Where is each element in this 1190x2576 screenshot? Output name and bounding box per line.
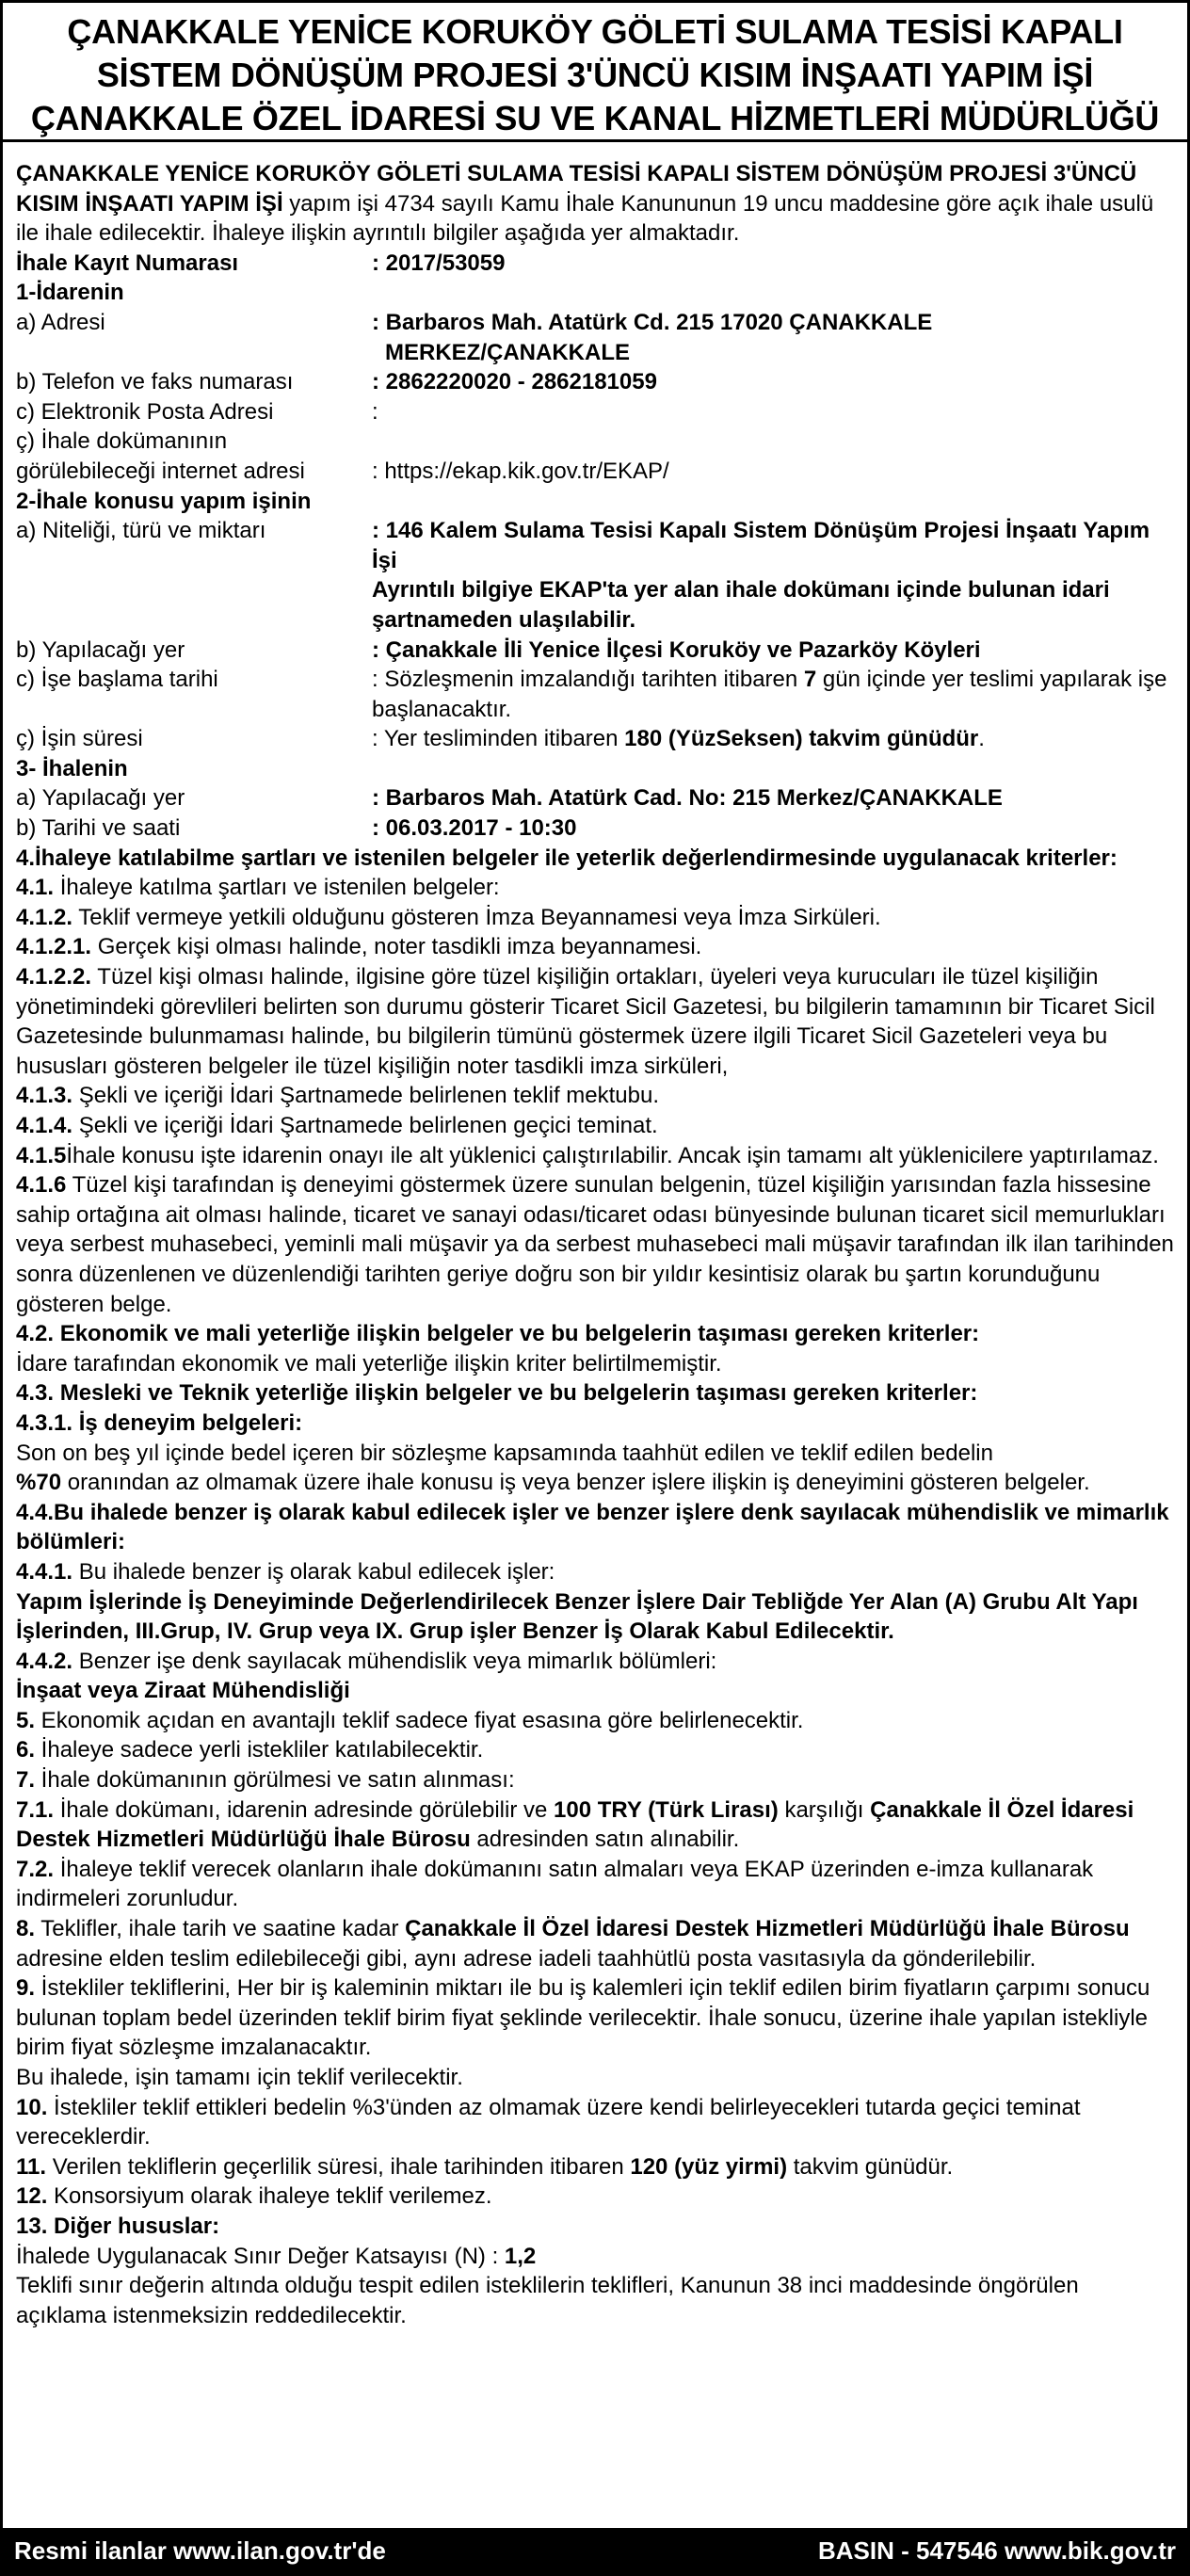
- s1-web-label: görülebileceği internet adresi: [16, 458, 305, 484]
- item-4-4-title: 4.4.Bu ihalede benzer iş olarak kabul edilecek işler ve benzer işlere denk sayılacak mühendislik ve mimarlık bölümleri:: [16, 1499, 1169, 1555]
- item-4-4-1-text: Bu ihalede benzer iş olarak kabul edilecek işler:: [72, 1558, 555, 1585]
- item-4-4-2: [16, 1647, 1174, 1677]
- item-4-1-num: 4.1.: [16, 875, 55, 901]
- item-7-1-text-3: adresinden satın alınabilir.: [470, 1827, 740, 1853]
- item-4-2-title: 4.2. Ekonomik ve mali yeterliğe ilişkin belgeler ve bu belgelerin taşıması gereken kriterler:: [16, 1321, 980, 1347]
- announcement-footer: [3, 2528, 1187, 2573]
- s1-email-label: c) Elektronik Posta Adresi: [16, 398, 274, 425]
- item-4-1-6: [16, 1170, 1174, 1319]
- item-11-days: 120 (yüz yirmi): [630, 2153, 788, 2180]
- s2-start-value-days: 7: [803, 667, 817, 693]
- item-8-office: Çanakkale İl Özel İdaresi Destek Hizmetleri Müdürlüğü İhale Bürosu: [405, 1916, 1130, 1942]
- item-4-4-2-num: 4.4.2.: [16, 1648, 73, 1674]
- item-4-3-1-text-2: [16, 1468, 1174, 1498]
- s1-web-value: : https://ekap.kik.gov.tr/EKAP/: [372, 458, 669, 484]
- item-4-4-1-num: 4.4.1.: [16, 1558, 73, 1585]
- s3-place-label: a) Yapılacağı yer: [16, 785, 185, 812]
- item-4-1-2-1-num: 4.1.2.1.: [16, 934, 92, 960]
- item-9: [16, 1973, 1174, 2063]
- item-4-1-2-text: Teklif vermeye yetkili olduğunu gösteren İmza Beyannamesi veya İmza Sirküleri.: [72, 904, 881, 930]
- item-4-1-4-text: Şekli ve içeriği İdari Şartnamede belirlenen geçici teminat.: [72, 1113, 658, 1138]
- announcement-header: [3, 3, 1187, 142]
- item-13-line-1: [16, 2242, 1174, 2272]
- s2-duration-value-post: .: [978, 726, 985, 752]
- section-2-title: 2-İhale konusu yapım işinin: [16, 488, 312, 514]
- item-5-num: 5.: [16, 1707, 36, 1733]
- item-4-1-2-2-text: Tüzel kişi olması halinde, ilgisine göre tüzel kişiliğin ortakları, üyeleri veya kurucuları ile tüzel kişiliğin yönetimindeki görevlileri belirten son durumu gösterir Ticaret Sicil Gazetesi, bu bilgilerin tamamının bir Ticaret Sicil Gazetesinde bulunmaması halinde, bu bilgilerin tümünü göstermek üzere ilgili Ticaret Sicil Gazeteleri veya bu hususları gösteren belgeler ile tüzel kişiliğin noter tasdikli imza sirküleri,: [16, 964, 1155, 1079]
- s1-phone-label: b) Telefon ve faks numarası: [16, 369, 294, 395]
- s2-nature-value-2: Ayrıntılı bilgiye EKAP'ta yer alan ihale dokümanı içinde bulunan idari şartnameden ulaşılabilir.: [372, 577, 1110, 633]
- s3-date-value: : 06.03.2017 - 10:30: [372, 815, 577, 842]
- item-13-title: 13. Diğer hususlar:: [16, 2213, 220, 2239]
- item-10-text: İstekliler teklif ettikleri bedelin %3'ünden az olmamak üzere kendi belirleyecekleri tutarda geçici teminat vereceklerdir.: [16, 2094, 1081, 2150]
- item-4-3-1-text: Son on beş yıl içinde bedel içeren bir sözleşme kapsamında taahhüt edilen ve teklif edilen bedelin: [16, 1440, 993, 1466]
- s1-address-row: [16, 308, 1174, 367]
- item-7-1-text-1: İhale dokümanı, idarenin adresinde görülebilir ve: [54, 1796, 555, 1823]
- item-4-1-3: [16, 1081, 1174, 1111]
- item-8-num: 8.: [16, 1916, 36, 1942]
- item-7-1-price: 100 TRY (Türk Lirası): [554, 1796, 779, 1823]
- s2-place-label: b) Yapılacağı yer: [16, 636, 185, 663]
- section-3-title: 3- İhalenin: [16, 755, 128, 781]
- s2-nature-label: a) Niteliği, türü ve miktarı: [16, 518, 266, 544]
- intro-title: ÇANAKKALE YENİCE KORUKÖY GÖLETİ SULAMA TESİSİ KAPALI SİSTEM DÖNÜŞÜM PROJESİ 3'ÜNCÜ KISIM İNŞAATI YAPIM İŞİ: [16, 161, 1137, 217]
- announcement-body: [3, 142, 1187, 2330]
- s1-phone-value: : 2862220020 - 2862181059: [372, 369, 657, 395]
- s1-address-value-1: : Barbaros Mah. Atatürk Cd. 215 17020 ÇANAKKALE: [372, 309, 933, 335]
- s1-email-row: [16, 397, 1174, 427]
- s1-address-label: a) Adresi: [16, 309, 105, 335]
- footer-left-text: Resmi ilanlar www.ilan.gov.tr'de: [14, 2536, 386, 2565]
- item-11-num: 11.: [16, 2153, 47, 2180]
- section-4-title: 4.İhaleye katılabilme şartları ve istenilen belgeler ile yeterlik değerlendirmesinde uygulanacak kriterler:: [16, 845, 1118, 871]
- item-9-num: 9.: [16, 1975, 36, 2002]
- item-7-1-num: 7.1.: [16, 1796, 55, 1823]
- item-7-1: [16, 1795, 1174, 1855]
- item-6-text: İhaleye sadece yerli istekliler katılabilecektir.: [35, 1737, 484, 1763]
- item-4-1-3-num: 4.1.3.: [16, 1083, 73, 1109]
- item-11-text-2: takvim günüdür.: [787, 2153, 954, 2180]
- item-10: [16, 2093, 1174, 2152]
- item-12-num: 12.: [16, 2183, 48, 2210]
- item-4-1-6-num: 4.1.6: [16, 1172, 67, 1199]
- item-12-text: Konsorsiyum olarak ihaleye teklif verilemez.: [47, 2183, 492, 2210]
- item-4-4-1: [16, 1557, 1174, 1587]
- s2-start-value-pre: : Sözleşmenin imzalandığı tarihten itibaren: [372, 667, 804, 693]
- s3-date-label: b) Tarihi ve saati: [16, 815, 181, 842]
- item-4-1-2-2-num: 4.1.2.2.: [16, 964, 92, 990]
- header-line-1: ÇANAKKALE YENİCE KORUKÖY GÖLETİ SULAMA TESİSİ KAPALI: [67, 12, 1123, 51]
- item-4-1-2-1: [16, 932, 1174, 962]
- item-4-3-1-rest: oranından az olmamak üzere ihale konusu iş veya benzer işlere ilişkin iş deneyimini gösteren belgeler.: [61, 1470, 1090, 1496]
- s2-duration-label: ç) İşin süresi: [16, 726, 143, 752]
- item-4-4-1-detail: Yapım İşlerinde İş Deneyiminde Değerlendirilecek Benzer İşlere Dair Tebliğde Yer Alan (A) Grubu Alt Yapı İşlerinden, III.Grup, IV. Grup veya IX. Grup işler Benzer İş Olarak Kabul Edilecektir.: [16, 1588, 1138, 1645]
- item-4-4-2-detail: İnşaat veya Ziraat Mühendisliği: [16, 1678, 350, 1704]
- s1-web-row: [16, 457, 1174, 487]
- header-line-2: SİSTEM DÖNÜŞÜM PROJESİ 3'ÜNCÜ KISIM İNŞAATI YAPIM İŞİ: [96, 56, 1094, 94]
- item-7-1-text-2: karşılığı: [778, 1796, 871, 1823]
- item-4-1-5-text: İhale konusu işte idarenin onayı ile alt yüklenici çalıştırılabilir. Ancak işin tamamı alt yüklenicilere yaptırılamaz.: [66, 1142, 1159, 1168]
- item-6-num: 6.: [16, 1737, 36, 1763]
- item-13-coefficient-label: İhalede Uygulanacak Sınır Değer Katsayısı (N) :: [16, 2243, 505, 2269]
- item-9-text: İstekliler tekliflerini, Her bir iş kaleminin miktarı ile bu iş kalemleri için teklif edilen birim fiyatların çarpımı sonucu bulunan toplam bedel üzerinden teklif birim fiyat şeklinde verilecektir. İhale sonucu, üzerine ihale yapılan istekliyle birim fiyat sözleşme imzalanacaktır.: [16, 1975, 1150, 2061]
- item-12: [16, 2182, 1174, 2212]
- item-4-1-4-num: 4.1.4.: [16, 1113, 73, 1138]
- item-6: [16, 1735, 1174, 1765]
- item-4-3-title: 4.3. Mesleki ve Teknik yeterliğe ilişkin belgeler ve bu belgelerin taşıması gereken kriterler:: [16, 1380, 978, 1407]
- footer-right-text: BASIN - 547546 www.bik.gov.tr: [818, 2536, 1176, 2565]
- item-4-1-2: [16, 903, 1174, 933]
- s2-nature-row: [16, 516, 1174, 635]
- item-4-1-text: İhaleye katılma şartları ve istenilen belgeler:: [54, 875, 500, 901]
- kayit-value: : 2017/53059: [372, 250, 506, 276]
- item-5: [16, 1706, 1174, 1736]
- item-7-text: İhale dokümanının görülmesi ve satın alınması:: [35, 1767, 515, 1794]
- header-line-3: ÇANAKKALE ÖZEL İDARESİ SU VE KANAL HİZMETLERİ MÜDÜRLÜĞÜ: [30, 99, 1160, 137]
- item-11: [16, 2152, 1174, 2182]
- item-4-1-4: [16, 1111, 1174, 1141]
- item-8-text-2: adresine elden teslim edilebileceği gibi, aynı adrese iadeli taahhütlü posta vasıtasıyla da gönderilebilir.: [16, 1945, 1037, 1972]
- s2-start-label: c) İşe başlama tarihi: [16, 667, 218, 693]
- s1-doc-label-1: ç) İhale dokümanının: [16, 428, 228, 455]
- item-4-1-2-num: 4.1.2.: [16, 904, 73, 930]
- kayit-label: İhale Kayıt Numarası: [16, 250, 239, 276]
- s2-start-value-post: gün içinde yer teslimi yapılarak işe başlanacaktır.: [372, 667, 1167, 722]
- item-8-text-1: Teklifler, ihale tarih ve saatine kadar: [35, 1916, 406, 1942]
- item-4-1-5-num: 4.1.5: [16, 1142, 67, 1168]
- item-4-4-2-text: Benzer işe denk sayılacak mühendislik veya mimarlık bölümleri:: [72, 1648, 717, 1674]
- item-4-1-5: [16, 1141, 1174, 1171]
- s2-duration-row: [16, 724, 1174, 754]
- s3-place-value: : Barbaros Mah. Atatürk Cad. No: 215 Merkez/ÇANAKKALE: [372, 785, 1003, 812]
- item-13-line-2: Teklifi sınır değerin altında olduğu tespit edilen isteklilerin teklifleri, Kanunun 38 inci maddesinde öngörülen açıklama istenmeksizin reddedilecektir.: [16, 2273, 1079, 2328]
- item-4-1-2-1-text: Gerçek kişi olması halinde, noter tasdikli imza beyannamesi.: [91, 934, 702, 960]
- item-4-1-2-2: [16, 962, 1174, 1081]
- item-7-1-office: Çanakkale İl Özel İdaresi Destek Hizmetleri Müdürlüğü İhale Bürosu: [16, 1796, 1134, 1853]
- item-7: [16, 1765, 1174, 1795]
- item-10-num: 10.: [16, 2094, 48, 2120]
- s2-nature-value-1: : 146 Kalem Sulama Tesisi Kapalı Sistem Dönüşüm Projesi İnşaatı Yapım İşi: [372, 518, 1150, 573]
- item-9-extra: Bu ihalede, işin tamamı için teklif verilecektir.: [16, 2065, 463, 2090]
- item-4-1-6-text: Tüzel kişi tarafından iş deneyimi göstermek üzere sunulan belgenin, tüzel kişiliğin yarısından fazla hissesine sahip ortağına ait olması halinde, ticaret ve sanayi odası/ticaret odası bünyesinde bulunan ticaret sicil memurlukları veya serbest muhasebeci, yeminli mali müşavir ya da serbest muhasebeci mali müşavir tarafından ilk ilan tarihinden sonra düzenlenen ve düzenlendiği tarihten geriye doğru son bir yıldır kesintisiz olarak bu şartın korunduğunu gösteren belge.: [16, 1172, 1174, 1317]
- item-4-1: [16, 873, 1174, 903]
- intro-paragraph: [16, 159, 1174, 249]
- s2-place-row: [16, 636, 1174, 666]
- s2-place-value: : Çanakkale İli Yenice İlçesi Koruköy ve Pazarköy Köyleri: [372, 636, 981, 663]
- s1-address-value-2: MERKEZ/ÇANAKKALE: [385, 339, 630, 365]
- item-13-coefficient-value: 1,2: [504, 2243, 537, 2269]
- intro-text: yapım işi 4734 sayılı Kamu İhale Kanununun 19 uncu maddesine göre açık ihale usulü ile ihale edilecektir. İhaleye ilişkin ayrıntılı bilgiler aşağıda yer almaktadır.: [16, 190, 1154, 247]
- item-4-3-1-title: 4.3.1. İş deneyim belgeleri:: [16, 1409, 303, 1436]
- section-1-title: 1-İdarenin: [16, 280, 124, 306]
- s1-email-value: :: [372, 398, 378, 425]
- item-8: [16, 1914, 1174, 1973]
- s1-phone-row: [16, 367, 1174, 397]
- s3-date-row: [16, 813, 1174, 844]
- item-7-2-num: 7.2.: [16, 1856, 55, 1882]
- s2-duration-value-days: 180 (YüzSeksen) takvim günüdür: [624, 726, 979, 752]
- item-4-1-3-text: Şekli ve içeriği İdari Şartnamede belirlenen teklif mektubu.: [72, 1083, 660, 1109]
- s2-start-row: [16, 665, 1174, 724]
- item-11-text-1: Verilen tekliflerin geçerlilik süresi, ihale tarihinden itibaren: [46, 2153, 631, 2180]
- item-7-num: 7.: [16, 1767, 36, 1794]
- s2-duration-value-pre: : Yer tesliminden itibaren: [372, 726, 625, 752]
- item-4-3-1-percent: %70: [16, 1470, 62, 1496]
- item-7-2: [16, 1855, 1174, 1914]
- item-4-2-text: İdare tarafından ekonomik ve mali yeterliğe ilişkin kriter belirtilmemiştir.: [16, 1350, 722, 1377]
- s3-place-row: [16, 783, 1174, 813]
- kayit-row: [16, 249, 1174, 279]
- item-7-2-text: İhaleye teklif verecek olanların ihale dokümanını satın almaları veya EKAP üzerinden e-imza kullanarak indirmeleri zorunludur.: [16, 1856, 1094, 1912]
- item-5-text: Ekonomik açıdan en avantajlı teklif sadece fiyat esasına göre belirlenecektir.: [35, 1707, 804, 1733]
